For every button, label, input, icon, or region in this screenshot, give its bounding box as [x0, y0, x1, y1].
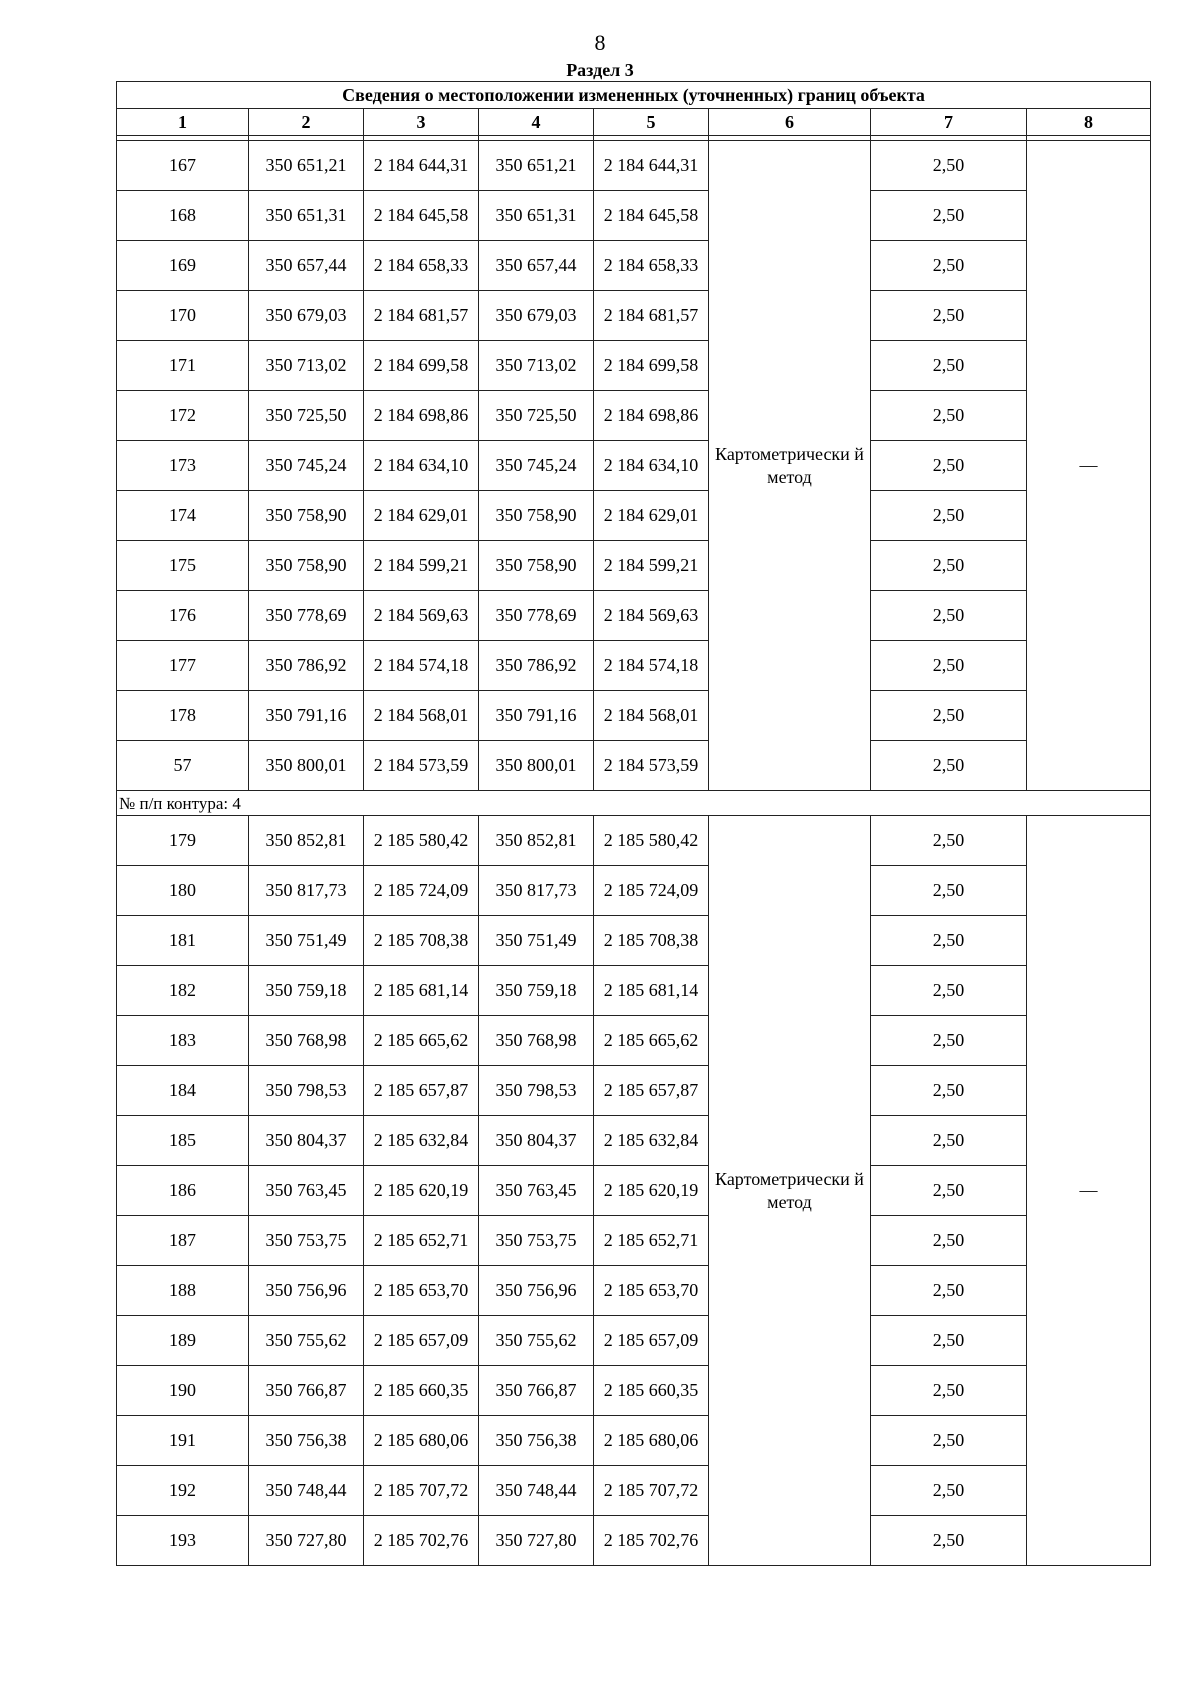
x-coord-new-cell: 350 713,02 — [479, 341, 594, 391]
x-coord-new-cell: 350 800,01 — [479, 741, 594, 791]
y-coord-cell: 2 184 599,21 — [364, 541, 479, 591]
accuracy-cell: 2,50 — [871, 1216, 1027, 1266]
y-coord-new-cell: 2 185 660,35 — [594, 1366, 709, 1416]
y-coord-new-cell: 2 185 657,09 — [594, 1316, 709, 1366]
column-header: 5 — [594, 109, 709, 136]
table-row — [117, 741, 1151, 791]
x-coord-new-cell: 350 766,87 — [479, 1366, 594, 1416]
table-row — [117, 1116, 1151, 1166]
y-coord-cell: 2 184 699,58 — [364, 341, 479, 391]
column-header: 1 — [117, 109, 249, 136]
note-cell: — — [1027, 141, 1151, 791]
column-header: 7 — [871, 109, 1027, 136]
column-header-row — [117, 109, 1151, 136]
y-coord-cell: 2 184 645,58 — [364, 191, 479, 241]
y-coord-new-cell: 2 185 652,71 — [594, 1216, 709, 1266]
point-number-cell: 186 — [117, 1166, 249, 1216]
x-coord-cell: 350 786,92 — [249, 641, 364, 691]
y-coord-new-cell: 2 184 574,18 — [594, 641, 709, 691]
point-number-cell: 170 — [117, 291, 249, 341]
y-coord-cell: 2 185 580,42 — [364, 816, 479, 866]
point-number-cell: 174 — [117, 491, 249, 541]
table-row — [117, 1366, 1151, 1416]
point-number-cell: 175 — [117, 541, 249, 591]
y-coord-cell: 2 184 574,18 — [364, 641, 479, 691]
x-coord-cell: 350 657,44 — [249, 241, 364, 291]
x-coord-new-cell: 350 756,38 — [479, 1416, 594, 1466]
point-number-cell: 180 — [117, 866, 249, 916]
note-cell: — — [1027, 816, 1151, 1566]
y-coord-cell: 2 185 657,87 — [364, 1066, 479, 1116]
y-coord-cell: 2 184 644,31 — [364, 141, 479, 191]
x-coord-cell: 350 759,18 — [249, 966, 364, 1016]
y-coord-new-cell: 2 184 645,58 — [594, 191, 709, 241]
y-coord-cell: 2 185 665,62 — [364, 1016, 479, 1066]
x-coord-cell: 350 713,02 — [249, 341, 364, 391]
x-coord-cell: 350 852,81 — [249, 816, 364, 866]
x-coord-new-cell: 350 759,18 — [479, 966, 594, 1016]
table-row — [117, 1266, 1151, 1316]
x-coord-new-cell: 350 758,90 — [479, 491, 594, 541]
y-coord-new-cell: 2 185 707,72 — [594, 1466, 709, 1516]
table-row — [117, 541, 1151, 591]
table-row — [117, 341, 1151, 391]
point-number-cell: 185 — [117, 1116, 249, 1166]
y-coord-new-cell: 2 184 599,21 — [594, 541, 709, 591]
x-coord-cell: 350 800,01 — [249, 741, 364, 791]
table-row — [117, 916, 1151, 966]
y-coord-cell: 2 185 657,09 — [364, 1316, 479, 1366]
y-coord-cell: 2 184 658,33 — [364, 241, 479, 291]
accuracy-cell: 2,50 — [871, 141, 1027, 191]
column-header: 8 — [1027, 109, 1151, 136]
y-coord-cell: 2 185 660,35 — [364, 1366, 479, 1416]
coordinates-table — [116, 81, 1151, 1566]
x-coord-cell: 350 778,69 — [249, 591, 364, 641]
y-coord-cell: 2 184 568,01 — [364, 691, 479, 741]
x-coord-cell: 350 758,90 — [249, 491, 364, 541]
x-coord-new-cell: 350 804,37 — [479, 1116, 594, 1166]
x-coord-cell: 350 768,98 — [249, 1016, 364, 1066]
x-coord-new-cell: 350 651,21 — [479, 141, 594, 191]
y-coord-new-cell: 2 185 702,76 — [594, 1516, 709, 1566]
x-coord-new-cell: 350 748,44 — [479, 1466, 594, 1516]
point-number-cell: 188 — [117, 1266, 249, 1316]
y-coord-new-cell: 2 184 644,31 — [594, 141, 709, 191]
method-cell: Картометрически й метод — [709, 816, 871, 1566]
x-coord-cell: 350 763,45 — [249, 1166, 364, 1216]
table-row — [117, 241, 1151, 291]
accuracy-cell: 2,50 — [871, 1166, 1027, 1216]
y-coord-new-cell: 2 185 681,14 — [594, 966, 709, 1016]
point-number-cell: 179 — [117, 816, 249, 866]
y-coord-new-cell: 2 184 698,86 — [594, 391, 709, 441]
x-coord-new-cell: 350 651,31 — [479, 191, 594, 241]
y-coord-new-cell: 2 184 629,01 — [594, 491, 709, 541]
y-coord-new-cell: 2 185 724,09 — [594, 866, 709, 916]
y-coord-new-cell: 2 185 708,38 — [594, 916, 709, 966]
accuracy-cell: 2,50 — [871, 1066, 1027, 1116]
point-number-cell: 169 — [117, 241, 249, 291]
x-coord-cell: 350 804,37 — [249, 1116, 364, 1166]
x-coord-cell: 350 753,75 — [249, 1216, 364, 1266]
table-row — [117, 141, 1151, 191]
table-row — [117, 641, 1151, 691]
page-number: 8 — [594, 30, 606, 55]
method-cell: Картометрически й метод — [709, 141, 871, 791]
table-row — [117, 816, 1151, 866]
y-coord-new-cell: 2 185 620,19 — [594, 1166, 709, 1216]
accuracy-cell: 2,50 — [871, 291, 1027, 341]
table-row — [117, 391, 1151, 441]
x-coord-new-cell: 350 751,49 — [479, 916, 594, 966]
point-number-cell: 173 — [117, 441, 249, 491]
table-body — [117, 82, 1151, 1566]
y-coord-cell: 2 185 708,38 — [364, 916, 479, 966]
x-coord-new-cell: 350 852,81 — [479, 816, 594, 866]
x-coord-cell: 350 791,16 — [249, 691, 364, 741]
accuracy-cell: 2,50 — [871, 691, 1027, 741]
table-row — [117, 191, 1151, 241]
x-coord-cell: 350 758,90 — [249, 541, 364, 591]
point-number-cell: 177 — [117, 641, 249, 691]
point-number-cell: 191 — [117, 1416, 249, 1466]
x-coord-cell: 350 679,03 — [249, 291, 364, 341]
y-coord-new-cell: 2 185 680,06 — [594, 1416, 709, 1466]
point-number-cell: 189 — [117, 1316, 249, 1366]
table-row — [117, 691, 1151, 741]
y-coord-cell: 2 184 629,01 — [364, 491, 479, 541]
accuracy-cell: 2,50 — [871, 191, 1027, 241]
x-coord-new-cell: 350 817,73 — [479, 866, 594, 916]
y-coord-cell: 2 185 652,71 — [364, 1216, 479, 1266]
column-header: 3 — [364, 109, 479, 136]
x-coord-new-cell: 350 778,69 — [479, 591, 594, 641]
y-coord-cell: 2 184 681,57 — [364, 291, 479, 341]
accuracy-cell: 2,50 — [871, 641, 1027, 691]
point-number-cell: 184 — [117, 1066, 249, 1116]
contour-label: № п/п контура: 4 — [117, 791, 1151, 816]
contour-label-row — [117, 791, 1151, 816]
y-coord-new-cell: 2 184 634,10 — [594, 441, 709, 491]
y-coord-cell: 2 185 620,19 — [364, 1166, 479, 1216]
x-coord-new-cell: 350 745,24 — [479, 441, 594, 491]
accuracy-cell: 2,50 — [871, 1116, 1027, 1166]
x-coord-cell: 350 756,38 — [249, 1416, 364, 1466]
x-coord-new-cell: 350 758,90 — [479, 541, 594, 591]
x-coord-cell: 350 745,24 — [249, 441, 364, 491]
y-coord-cell: 2 184 634,10 — [364, 441, 479, 491]
x-coord-new-cell: 350 727,80 — [479, 1516, 594, 1566]
accuracy-cell: 2,50 — [871, 1416, 1027, 1466]
accuracy-cell: 2,50 — [871, 541, 1027, 591]
column-header: 2 — [249, 109, 364, 136]
y-coord-cell: 2 185 653,70 — [364, 1266, 479, 1316]
table-row — [117, 866, 1151, 916]
point-number-cell: 192 — [117, 1466, 249, 1516]
accuracy-cell: 2,50 — [871, 341, 1027, 391]
accuracy-cell: 2,50 — [871, 241, 1027, 291]
point-number-cell: 183 — [117, 1016, 249, 1066]
point-number-cell: 182 — [117, 966, 249, 1016]
x-coord-cell: 350 751,49 — [249, 916, 364, 966]
x-coord-new-cell: 350 798,53 — [479, 1066, 594, 1116]
y-coord-cell: 2 184 698,86 — [364, 391, 479, 441]
y-coord-cell: 2 185 724,09 — [364, 866, 479, 916]
x-coord-cell: 350 651,21 — [249, 141, 364, 191]
column-header: 4 — [479, 109, 594, 136]
table-row — [117, 1166, 1151, 1216]
x-coord-cell: 350 748,44 — [249, 1466, 364, 1516]
table-row — [117, 1016, 1151, 1066]
y-coord-new-cell: 2 184 568,01 — [594, 691, 709, 741]
y-coord-new-cell: 2 184 699,58 — [594, 341, 709, 391]
x-coord-new-cell: 350 679,03 — [479, 291, 594, 341]
y-coord-new-cell: 2 185 653,70 — [594, 1266, 709, 1316]
accuracy-cell: 2,50 — [871, 1316, 1027, 1366]
point-number-cell: 57 — [117, 741, 249, 791]
accuracy-cell: 2,50 — [871, 816, 1027, 866]
accuracy-cell: 2,50 — [871, 1016, 1027, 1066]
x-coord-cell: 350 725,50 — [249, 391, 364, 441]
accuracy-cell: 2,50 — [871, 491, 1027, 541]
point-number-cell: 168 — [117, 191, 249, 241]
x-coord-new-cell: 350 768,98 — [479, 1016, 594, 1066]
y-coord-new-cell: 2 184 681,57 — [594, 291, 709, 341]
x-coord-cell: 350 651,31 — [249, 191, 364, 241]
x-coord-cell: 350 755,62 — [249, 1316, 364, 1366]
table-row — [117, 1416, 1151, 1466]
y-coord-cell: 2 184 573,59 — [364, 741, 479, 791]
table-row — [117, 1516, 1151, 1566]
accuracy-cell: 2,50 — [871, 1516, 1027, 1566]
point-number-cell: 171 — [117, 341, 249, 391]
point-number-cell: 187 — [117, 1216, 249, 1266]
y-coord-new-cell: 2 184 658,33 — [594, 241, 709, 291]
table-row — [117, 1066, 1151, 1116]
table-row — [117, 1216, 1151, 1266]
point-number-cell: 190 — [117, 1366, 249, 1416]
point-number-cell: 167 — [117, 141, 249, 191]
x-coord-new-cell: 350 753,75 — [479, 1216, 594, 1266]
table-row — [117, 966, 1151, 1016]
x-coord-new-cell: 350 791,16 — [479, 691, 594, 741]
y-coord-new-cell: 2 184 569,63 — [594, 591, 709, 641]
table-caption-row — [117, 82, 1151, 109]
y-coord-cell: 2 185 681,14 — [364, 966, 479, 1016]
table-caption: Сведения о местоположении измененных (уточненных) границ объекта — [117, 82, 1151, 109]
accuracy-cell: 2,50 — [871, 916, 1027, 966]
y-coord-new-cell: 2 185 665,62 — [594, 1016, 709, 1066]
point-number-cell: 172 — [117, 391, 249, 441]
table-row — [117, 491, 1151, 541]
y-coord-cell: 2 185 707,72 — [364, 1466, 479, 1516]
x-coord-new-cell: 350 786,92 — [479, 641, 594, 691]
y-coord-new-cell: 2 185 632,84 — [594, 1116, 709, 1166]
table-row — [117, 591, 1151, 641]
y-coord-cell: 2 184 569,63 — [364, 591, 479, 641]
table-row — [117, 1316, 1151, 1366]
accuracy-cell: 2,50 — [871, 441, 1027, 491]
point-number-cell: 181 — [117, 916, 249, 966]
x-coord-cell: 350 727,80 — [249, 1516, 364, 1566]
accuracy-cell: 2,50 — [871, 866, 1027, 916]
accuracy-cell: 2,50 — [871, 591, 1027, 641]
x-coord-new-cell: 350 755,62 — [479, 1316, 594, 1366]
x-coord-cell: 350 766,87 — [249, 1366, 364, 1416]
y-coord-new-cell: 2 185 657,87 — [594, 1066, 709, 1116]
accuracy-cell: 2,50 — [871, 1266, 1027, 1316]
accuracy-cell: 2,50 — [871, 966, 1027, 1016]
section-title: Раздел 3 — [566, 60, 634, 80]
x-coord-cell: 350 798,53 — [249, 1066, 364, 1116]
accuracy-cell: 2,50 — [871, 1466, 1027, 1516]
y-coord-new-cell: 2 185 580,42 — [594, 816, 709, 866]
point-number-cell: 193 — [117, 1516, 249, 1566]
x-coord-new-cell: 350 657,44 — [479, 241, 594, 291]
y-coord-cell: 2 185 702,76 — [364, 1516, 479, 1566]
accuracy-cell: 2,50 — [871, 1366, 1027, 1416]
x-coord-new-cell: 350 725,50 — [479, 391, 594, 441]
point-number-cell: 178 — [117, 691, 249, 741]
y-coord-cell: 2 185 680,06 — [364, 1416, 479, 1466]
accuracy-cell: 2,50 — [871, 391, 1027, 441]
x-coord-cell: 350 817,73 — [249, 866, 364, 916]
table-row — [117, 1466, 1151, 1516]
column-header: 6 — [709, 109, 871, 136]
table-row — [117, 441, 1151, 491]
x-coord-cell: 350 756,96 — [249, 1266, 364, 1316]
y-coord-new-cell: 2 184 573,59 — [594, 741, 709, 791]
y-coord-cell: 2 185 632,84 — [364, 1116, 479, 1166]
x-coord-new-cell: 350 756,96 — [479, 1266, 594, 1316]
point-number-cell: 176 — [117, 591, 249, 641]
accuracy-cell: 2,50 — [871, 741, 1027, 791]
table-row — [117, 291, 1151, 341]
x-coord-new-cell: 350 763,45 — [479, 1166, 594, 1216]
